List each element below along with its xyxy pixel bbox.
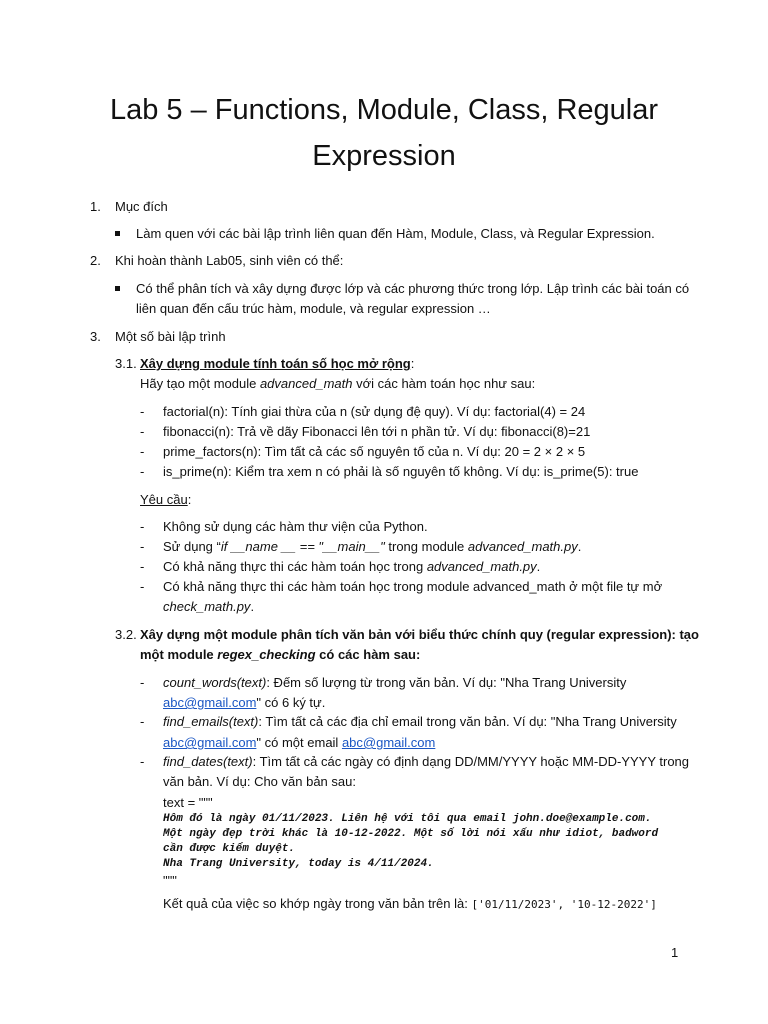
email-link[interactable]: abc@gmail.com — [341, 735, 436, 750]
dash-marker: - — [140, 444, 145, 459]
bullet-text: liên quan đến cấu trúc hàm, module, và regular expression … — [136, 301, 491, 316]
subsection-number: 3.2. — [115, 627, 137, 642]
doc-title-line2: Expression — [312, 140, 456, 172]
list-item: factorial(n): Tính giai thừa của n (sử dụng đệ quy). Ví dụ: factorial(4) = 24 — [163, 404, 586, 419]
dash-marker: - — [140, 404, 145, 419]
dash-marker: - — [140, 754, 145, 769]
code-line: Nha Trang University, today is 4/11/2024. — [163, 858, 434, 870]
page-number: 1 — [671, 945, 679, 960]
bullet-square-icon — [115, 286, 120, 291]
bullet-square-icon — [115, 231, 120, 236]
list-item: fibonacci(n): Trả về dãy Fibonacci lên tới n phần tử. Ví dụ: fibonacci(8)=21 — [163, 424, 591, 439]
list-item: prime_factors(n): Tìm tất cả các số nguyên tố của n. Ví dụ: 20 = 2 × 2 × 5 — [163, 444, 586, 459]
email-link[interactable]: abc@gmail.com — [163, 695, 257, 710]
email-link[interactable]: abc@gmail.com — [163, 735, 257, 750]
doc-title-line1: Lab 5 – Functions, Module, Class, Regular — [109, 94, 659, 126]
section-number: 1. — [90, 199, 101, 214]
requirement-item: Không sử dụng các hàm thư viện của Python. — [163, 519, 428, 534]
function-item: find_emails(text): Tìm tất cả các địa chỉ email trong văn bản. Ví dụ: "Nha Trang University — [163, 714, 677, 729]
code-line: Một ngày đẹp trời khác là 10-12-2022. Một số lời nói xấu như idiot, badword — [163, 828, 659, 840]
function-item-cont: abc@gmail.com" có một email abc@gmail.com — [163, 735, 436, 750]
code-line: cần được kiểm duyệt. — [163, 843, 296, 855]
dash-marker: - — [140, 579, 145, 594]
section-heading: Mục đích — [115, 199, 168, 214]
subsection-heading: Xây dựng một module phân tích văn bản với biểu thức chính quy (regular expression): tạo — [140, 627, 699, 642]
requirement-item-cont: check_math.py. — [163, 599, 255, 614]
dash-marker: - — [140, 519, 145, 534]
dash-marker: - — [140, 675, 145, 690]
requirement-item: Có khả năng thực thi các hàm toán học trong module advanced_math ở một file tự mở — [163, 579, 663, 594]
dash-marker: - — [140, 464, 145, 479]
requirement-item: Có khả năng thực thi các hàm toán học trong advanced_math.py. — [163, 559, 541, 574]
list-item: is_prime(n): Kiểm tra xem n có phải là số nguyên tố không. Ví dụ: is_prime(5): true — [163, 464, 639, 479]
function-item: find_dates(text): Tìm tất cả các ngày có định dạng DD/MM/YYYY hoặc MM-DD-YYYY trong — [163, 754, 690, 769]
bullet-text: Làm quen với các bài lập trình liên quan đến Hàm, Module, Class, và Regular Expression. — [136, 226, 655, 241]
section-heading: Khi hoàn thành Lab05, sinh viên có thể: — [115, 253, 344, 268]
subsection-intro: Hãy tạo một module advanced_math với các hàm toán học như sau: — [140, 376, 536, 391]
function-item: count_words(text): Đếm số lượng từ trong văn bản. Ví dụ: "Nha Trang University — [163, 675, 627, 690]
code-line: Hôm đó là ngày 01/11/2023. Liên hệ với tôi qua email john.doe@example.com. — [163, 813, 652, 825]
code-close: """ — [163, 873, 177, 888]
section-number: 3. — [90, 329, 101, 344]
bullet-text: Có thể phân tích và xây dựng được lớp và các phương thức trong lớp. Lập trình các bài toán có — [136, 281, 690, 296]
section-number: 2. — [90, 253, 101, 268]
requirement-item: Sử dụng “if __name __ == "__main__" trong module advanced_math.py. — [163, 539, 582, 554]
subsection-heading-cont: một module regex_checking có các hàm sau: — [140, 647, 421, 662]
code-open: text = """ — [163, 795, 213, 810]
result-line: Kết quả của việc so khớp ngày trong văn bản trên là: ['01/11/2023', '10-12-2022'] — [163, 896, 657, 911]
dash-marker: - — [140, 424, 145, 439]
function-item-cont: abc@gmail.com" có 6 ký tự. — [163, 695, 326, 710]
subsection-number: 3.1. — [115, 356, 137, 371]
requirements-label: Yêu cầu: — [140, 492, 192, 507]
dash-marker: - — [140, 539, 145, 554]
subsection-heading: Xây dựng module tính toán số học mở rộng: — [140, 356, 415, 371]
section-heading: Một số bài lập trình — [115, 329, 226, 344]
dash-marker: - — [140, 559, 145, 574]
function-item-cont: văn bản. Ví dụ: Cho văn bản sau: — [163, 774, 356, 789]
dash-marker: - — [140, 714, 145, 729]
